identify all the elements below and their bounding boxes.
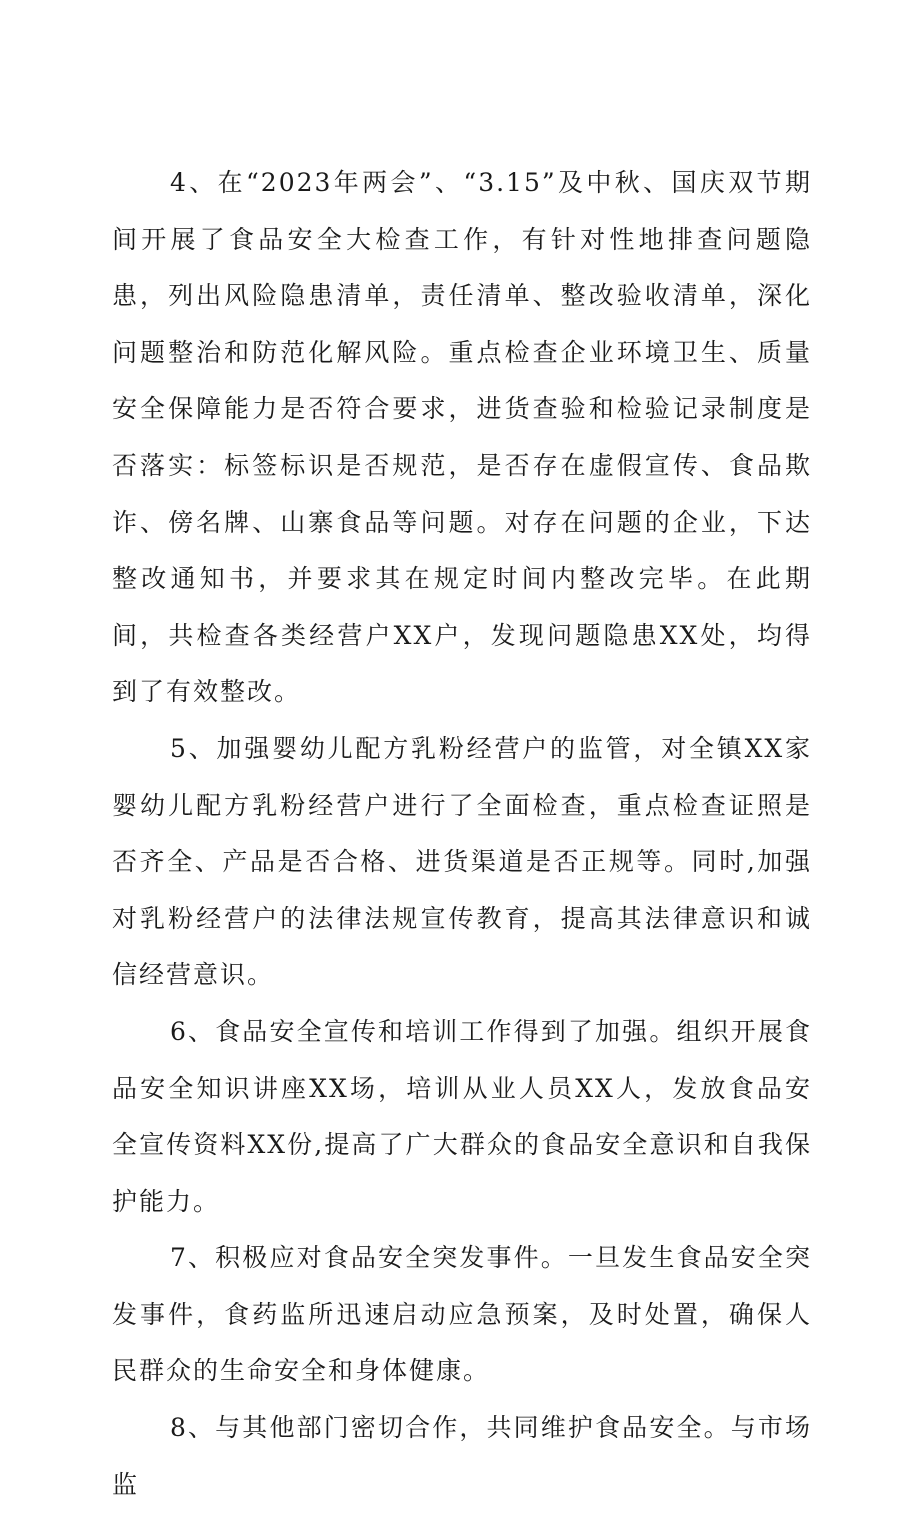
paragraph-6: 6、食品安全宣传和培训工作得到了加强。组织开展食品安全知识讲座XX场，培训从业人员XX人，发放食品安全宣传资料XX份,提高了广大群众的食品安全意识和自我保护能力。 [112, 1016, 812, 1216]
document-body [112, 155, 812, 1513]
paragraph-8: 8、与其他部门密切合作，共同维护食品安全。与市场监 [112, 1413, 812, 1499]
paragraph-5: 5、加强婴幼儿配方乳粉经营户的监管，对全镇XX家婴幼儿配方乳粉经营户进行了全面检查，重点检查证照是否齐全、产品是否合格、进货渠道是否正规等。同时,加强对乳粉经营户的法律法规宣传教育，提高其法律意识和诚信经营意识。 [112, 733, 812, 990]
paragraph-7: 7、积极应对食品安全突发事件。一旦发生食品安全突发事件，食药监所迅速启动应急预案，及时处置，确保人民群众的生命安全和身体健康。 [112, 1243, 812, 1386]
paragraph-4: 4、在“2023年两会”、“3.15”及中秋、国庆双节期间开展了食品安全大检查工作，有针对性地排查问题隐患，列出风险隐患清单，责任清单、整改验收清单，深化问题整治和防范化解风险。重点检查企业环境卫生、质量安全保障能力是否符合要求，进货查验和检验记录制度是否落实：标签标识是否规范，是否存在虚假宣传、食品欺诈、傍名牌、山寨食品等问题。对存在问题的企业，下达整改通知书，并要求其在规定时间内整改完毕。在此期间，共检查各类经营户XX户，发现问题隐患XX处，均得到了有效整改。 [112, 168, 812, 707]
